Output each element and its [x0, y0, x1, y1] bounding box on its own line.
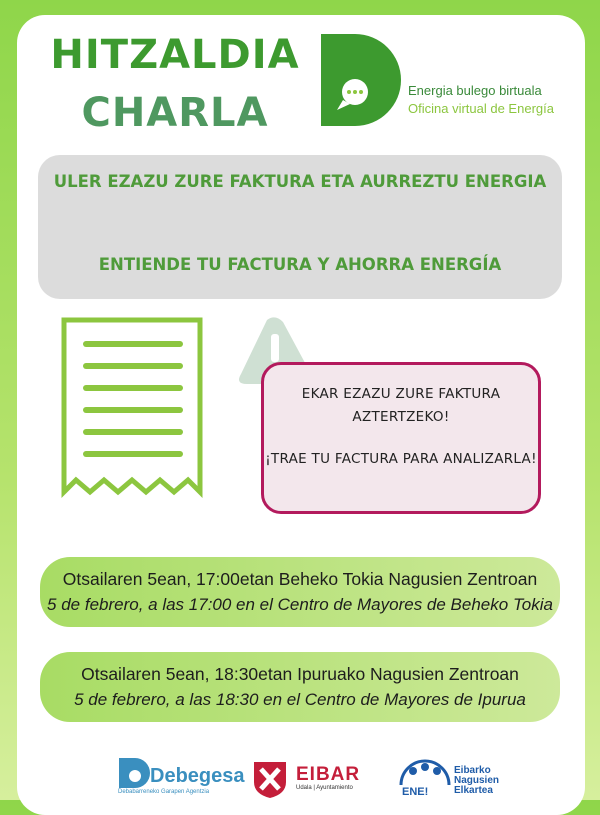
- bring-invoice-notice: [261, 362, 541, 514]
- eibar-name: EIBAR: [296, 764, 361, 785]
- headline-eu: ULER EZAZU ZURE FAKTURA ETA AURREZTU ENERGIA: [53, 172, 547, 191]
- eibarko-line-1: Eibarko: [454, 765, 491, 776]
- session-2: [40, 652, 560, 722]
- debegesa-name: Debegesa: [150, 765, 245, 787]
- invoice-document-icon: [60, 316, 206, 502]
- eibarko-line-2: Nagusien: [454, 775, 500, 786]
- title-line-1: HITZALDIA: [50, 32, 300, 78]
- notice-es: ¡TRAE TU FACTURA PARA ANALIZARLA!: [265, 451, 537, 467]
- eibarko-line-3: Elkartea: [454, 785, 493, 796]
- eibar-shield-icon: [252, 760, 288, 798]
- debegesa-logo-icon: [117, 756, 153, 790]
- session-1: [40, 557, 560, 627]
- title-line-2: CHARLA: [81, 90, 269, 136]
- eibarko-nagusien-name: [454, 766, 499, 796]
- brand-name-es: Oficina virtual de Energía: [408, 101, 554, 116]
- eibarko-nagusien-logo-icon: [397, 755, 453, 789]
- debegesa-subtitle: Debabarreneko Garapen Agentzia: [118, 789, 210, 795]
- headline-box: [38, 155, 562, 299]
- session-1-eu: Otsailaren 5ean, 17:00etan Beheko Tokia Nagusien Zentroan: [62, 569, 538, 589]
- session-2-eu: Otsailaren 5ean, 18:30etan Ipuruako Nagusien Zentroan: [81, 664, 519, 684]
- ene-label: ENE!: [402, 786, 429, 798]
- headline-es: ENTIENDE TU FACTURA Y AHORRA ENERGÍA: [98, 255, 502, 274]
- eibar-subtitle: Udala | Ayuntamiento: [296, 785, 353, 791]
- brand-name-eu: Energia bulego birtuala: [408, 83, 542, 98]
- energy-office-logo-icon: [321, 34, 401, 126]
- session-2-es: 5 de febrero, a las 18:30 en el Centro de Mayores de Ipurua: [74, 690, 526, 709]
- notice-eu: EKAR EZAZU ZURE FAKTURA AZTERTZEKO!: [301, 386, 501, 425]
- session-1-es: 5 de febrero, a las 17:00 en el Centro de Mayores de Beheko Tokia: [47, 595, 553, 614]
